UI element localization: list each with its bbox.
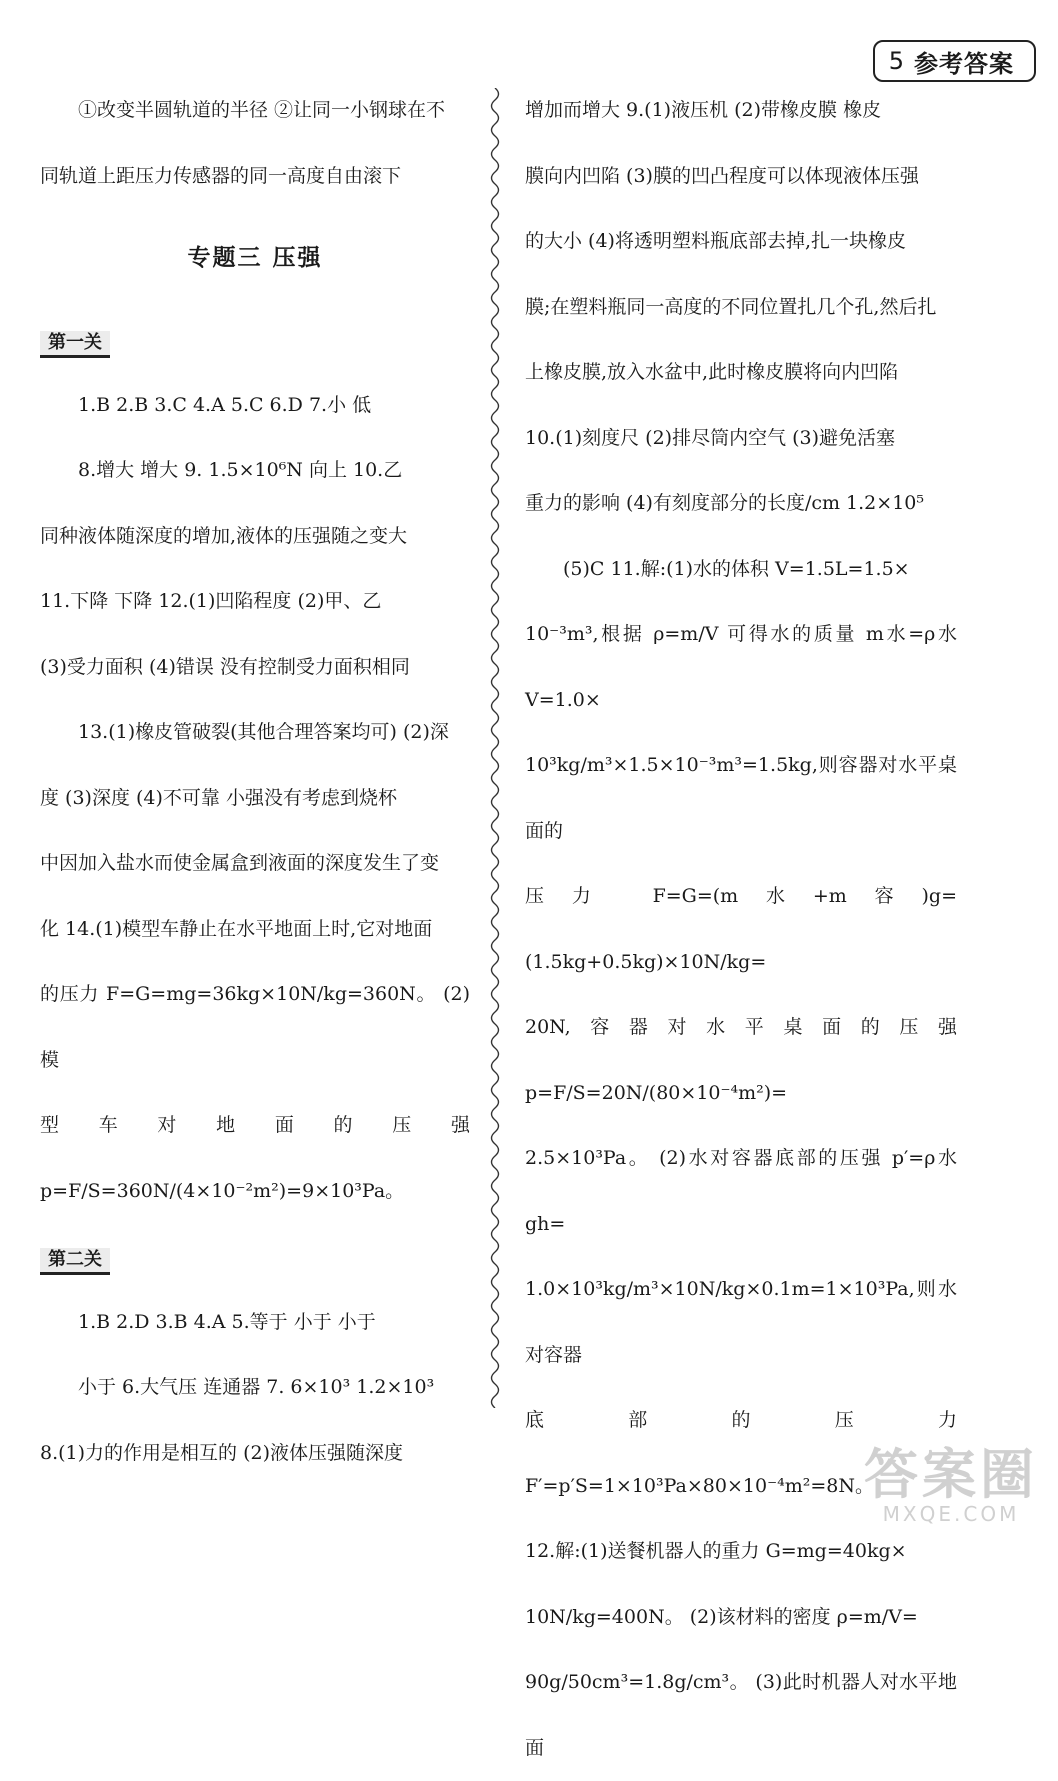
- watermark-text: 答案圈: [864, 1443, 1038, 1506]
- text-line: 2.5×10³Pa。 (2)水对容器底部的压强 p′=ρ水gh=: [525, 1147, 957, 1235]
- text-line: 压力 F=G=(m水+m容)g=(1.5kg+0.5kg)×10N/kg=: [525, 885, 957, 973]
- topic-title: 专题三 压强: [187, 245, 323, 271]
- section-heading: 第一关: [40, 331, 110, 358]
- text-line: 8.(1)力的作用是相互的 (2)液体压强随深度: [40, 1441, 403, 1464]
- text-line: 的压力 F=G=mg=36kg×10N/kg=360N。 (2)模: [40, 983, 470, 1071]
- left-column: [40, 78, 470, 1486]
- text-line: 8.增大 增大 9. 1.5×10⁶N 向上 10.乙: [78, 459, 403, 481]
- text-line: 1.B 2.D 3.B 4.A 5.等于 小于 小于: [78, 1310, 376, 1333]
- column-divider: [484, 88, 506, 1408]
- section-heading: 第二关: [40, 1248, 110, 1275]
- text-line: (5)C 11.解:(1)水的体积 V=1.5L=1.5×: [563, 557, 910, 580]
- text-line: ①改变半圆轨道的半径 ②让同一小钢球在不: [78, 99, 446, 121]
- text-line: (3)受力面积 (4)错误 没有控制受力面积相同: [40, 655, 410, 678]
- text-line: 度 (3)深度 (4)不可靠 小强没有考虑到烧杯: [40, 786, 397, 809]
- text-line: 中因加入盐水而使金属盒到液面的深度发生了变: [40, 852, 440, 874]
- text-line: 同轨道上距压力传感器的同一高度自由滚下: [40, 164, 402, 187]
- section-label: 参考答案: [914, 49, 1014, 78]
- text-line: 11.下降 下降 12.(1)凹陷程度 (2)甲、乙: [40, 590, 382, 612]
- watermark-url: MXQE.COM: [882, 1502, 1020, 1526]
- text-line: 化 14.(1)模型车静止在水平地面上时,它对地面: [40, 917, 433, 940]
- text-line: 底部的压力 F′=p′S=1×10³Pa×80×10⁻⁴m²=8N。: [525, 1409, 957, 1497]
- text-line: 上橡皮膜,放入水盆中,此时橡皮膜将向内凹陷: [525, 361, 899, 383]
- text-line: 膜向内凹陷 (3)膜的凹凸程度可以体现液体压强: [525, 164, 919, 187]
- text-line: 10N/kg=400N。 (2)该材料的密度 ρ=m/V=: [525, 1605, 918, 1628]
- text-line: 20N,容器对水平桌面的压强 p=F/S=20N/(80×10⁻⁴m²)=: [525, 1016, 957, 1104]
- text-line: 重力的影响 (4)有刻度部分的长度/cm 1.2×10⁵: [525, 492, 924, 514]
- text-line: 同种液体随深度的增加,液体的压强随之变大: [40, 524, 408, 547]
- text-line: 1.B 2.B 3.C 4.A 5.C 6.D 7.小 低: [78, 393, 372, 416]
- text-line: 10³kg/m³×1.5×10⁻³m³=1.5kg,则容器对水平桌面的: [525, 754, 957, 842]
- text-line: 10.(1)刻度尺 (2)排尽筒内空气 (3)避免活塞: [525, 426, 896, 449]
- text-line: 12.解:(1)送餐机器人的重力 G=mg=40kg×: [525, 1540, 907, 1562]
- text-line: 膜;在塑料瓶同一高度的不同位置扎几个孔,然后扎: [525, 295, 937, 318]
- text-line: 型车对地面的压强 p=F/S=360N/(4×10⁻²m²)=9×10³Pa。: [40, 1114, 470, 1202]
- text-line: 增加而增大 9.(1)液压机 (2)带橡皮膜 橡皮: [525, 99, 882, 121]
- text-line: 90g/50cm³=1.8g/cm³。 (3)此时机器人对水平地面: [525, 1671, 957, 1759]
- text-line: 10⁻³m³,根据 ρ=m/V 可得水的质量 m水=ρ水V=1.0×: [525, 623, 957, 711]
- text-line: 的大小 (4)将透明塑料瓶底部去掉,扎一块橡皮: [525, 230, 906, 252]
- text-line: 1.0×10³kg/m³×10N/kg×0.1m=1×10³Pa,则水对容器: [525, 1278, 957, 1366]
- watermark-logo: [864, 1443, 1038, 1526]
- text-line: 13.(1)橡皮管破裂(其他合理答案均可) (2)深: [78, 721, 449, 743]
- page-number: 5: [888, 47, 904, 75]
- text-line: 小于 6.大气压 连通器 7. 6×10³ 1.2×10³: [78, 1376, 435, 1398]
- page-header-tag: [873, 40, 1036, 82]
